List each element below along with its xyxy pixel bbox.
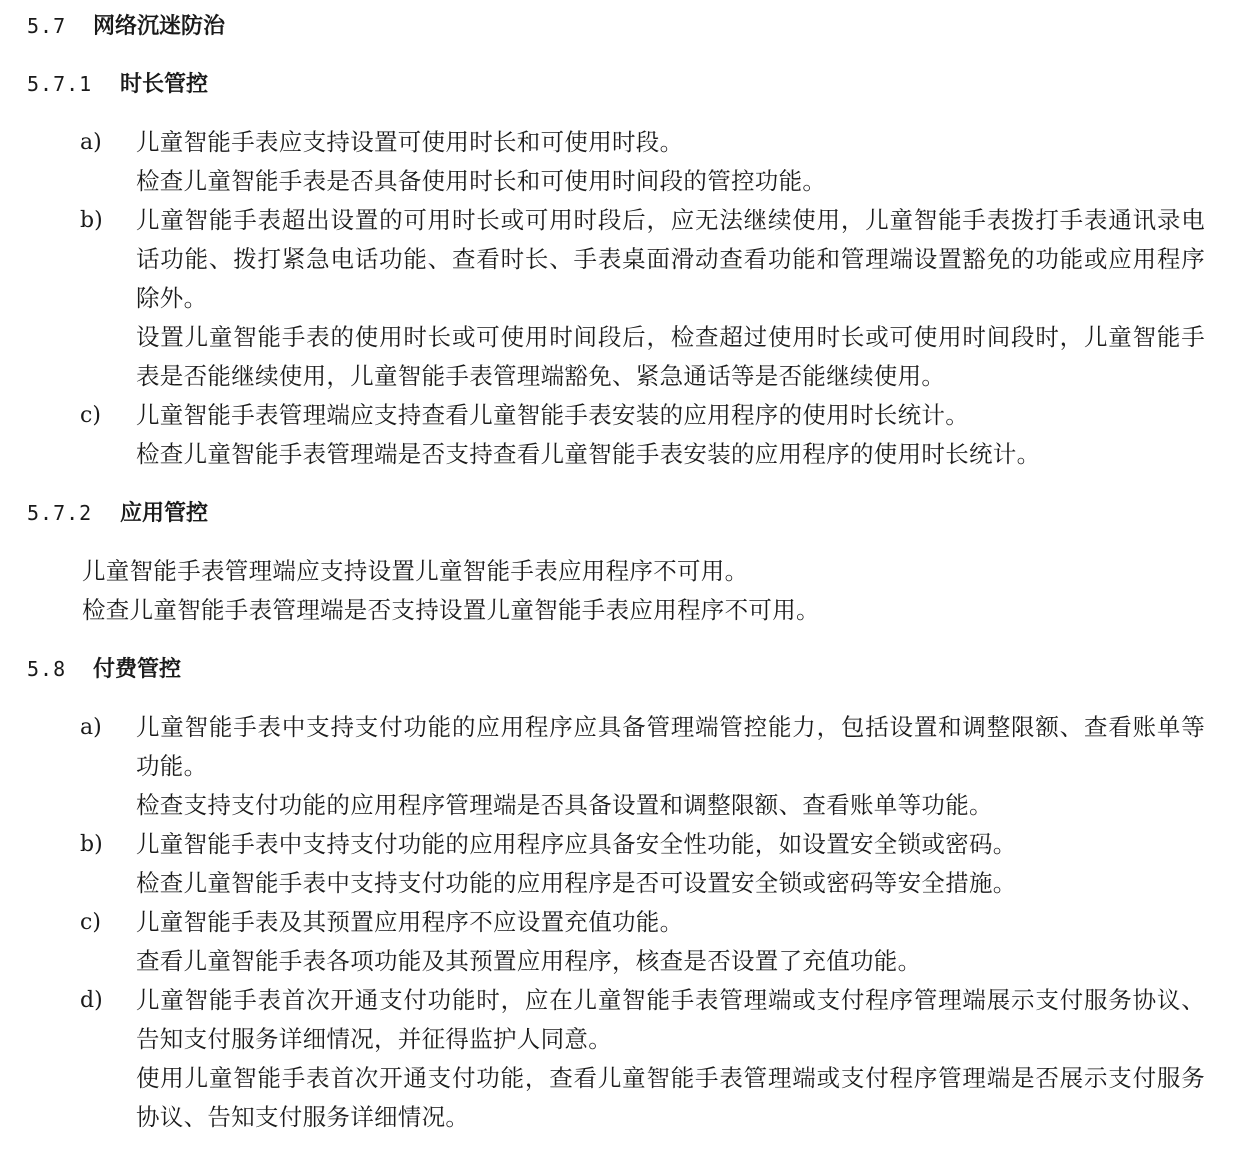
list-marker: c) (80, 910, 101, 935)
requirement-text: 儿童智能手表应支持设置可使用时长和可使用时段。 (136, 128, 684, 156)
section-title: 应用管控 (120, 501, 209, 526)
list-marker: b) (80, 832, 103, 857)
requirement-text: 儿童智能手表首次开通支付功能时，应在儿童智能手表管理端或支付程序管理端展示支付服务协议、告知支付服务详细情况，并征得监护人同意。 (136, 986, 1205, 1053)
list-item-5-8-d (80, 981, 1205, 1137)
list-marker: d) (80, 988, 103, 1013)
requirement-text: 儿童智能手表中支持支付功能的应用程序应具备管理端管控能力，包括设置和调整限额、查看账单等功能。 (136, 713, 1205, 780)
test-method-text: 检查儿童智能手表是否具备使用时长和可使用时间段的管控功能。 (136, 167, 827, 195)
section-number: 5.7.1 (27, 72, 93, 96)
section-number: 5.8 (27, 657, 67, 681)
list-marker: a) (80, 715, 102, 740)
section-number: 5.7.2 (27, 501, 93, 525)
test-method-text: 设置儿童智能手表的使用时长或可使用时间段后，检查超过使用时长或可使用时间段时，儿童智能手表是否能继续使用，儿童智能手表管理端豁免、紧急通话等是否能继续使用。 (136, 323, 1205, 390)
section-heading-5-7-2 (27, 498, 208, 528)
list-item-5-8-c (80, 903, 1205, 981)
section-heading-5-8 (27, 654, 181, 684)
list-item-5-7-1-b (80, 201, 1205, 396)
list-item-5-7-1-c (80, 396, 1205, 474)
test-method-text: 检查儿童智能手表管理端是否支持查看儿童智能手表安装的应用程序的使用时长统计。 (136, 440, 1041, 468)
test-method-text: 查看儿童智能手表各项功能及其预置应用程序，核查是否设置了充值功能。 (136, 947, 922, 975)
test-method-text: 检查儿童智能手表中支持支付功能的应用程序是否可设置安全锁或密码等安全措施。 (136, 869, 1017, 897)
list-marker: a) (80, 130, 102, 155)
section-heading-5-7 (27, 11, 225, 41)
test-method-text: 使用儿童智能手表首次开通支付功能，查看儿童智能手表管理端或支付程序管理端是否展示支付服务协议、告知支付服务详细情况。 (136, 1064, 1205, 1131)
test-method-text: 检查儿童智能手表管理端是否支持设置儿童智能手表应用程序不可用。 (82, 596, 820, 624)
requirement-text: 儿童智能手表超出设置的可用时长或可用时段后，应无法继续使用，儿童智能手表拨打手表通讯录电话功能、拨打紧急电话功能、查看时长、手表桌面滑动查看功能和管理端设置豁免的功能或应用程序除外。 (136, 206, 1205, 312)
section-number: 5.7 (27, 14, 67, 38)
section-title: 时长管控 (120, 72, 209, 97)
list-item-5-8-b (80, 825, 1205, 903)
test-method-text: 检查支持支付功能的应用程序管理端是否具备设置和调整限额、查看账单等功能。 (136, 791, 993, 819)
list-marker: c) (80, 403, 101, 428)
section-title: 网络沉迷防治 (93, 14, 226, 39)
list-item-5-7-1-a (80, 123, 1205, 201)
requirement-text: 儿童智能手表及其预置应用程序不应设置充值功能。 (136, 908, 684, 936)
requirement-text: 儿童智能手表管理端应支持查看儿童智能手表安装的应用程序的使用时长统计。 (136, 401, 969, 429)
section-body-5-7-2 (82, 552, 1202, 630)
list-item-5-8-a (80, 708, 1205, 825)
requirement-text: 儿童智能手表管理端应支持设置儿童智能手表应用程序不可用。 (82, 557, 749, 585)
requirement-text: 儿童智能手表中支持支付功能的应用程序应具备安全性功能，如设置安全锁或密码。 (136, 830, 1017, 858)
section-title: 付费管控 (93, 657, 182, 682)
section-heading-5-7-1 (27, 69, 208, 99)
list-marker: b) (80, 208, 103, 233)
